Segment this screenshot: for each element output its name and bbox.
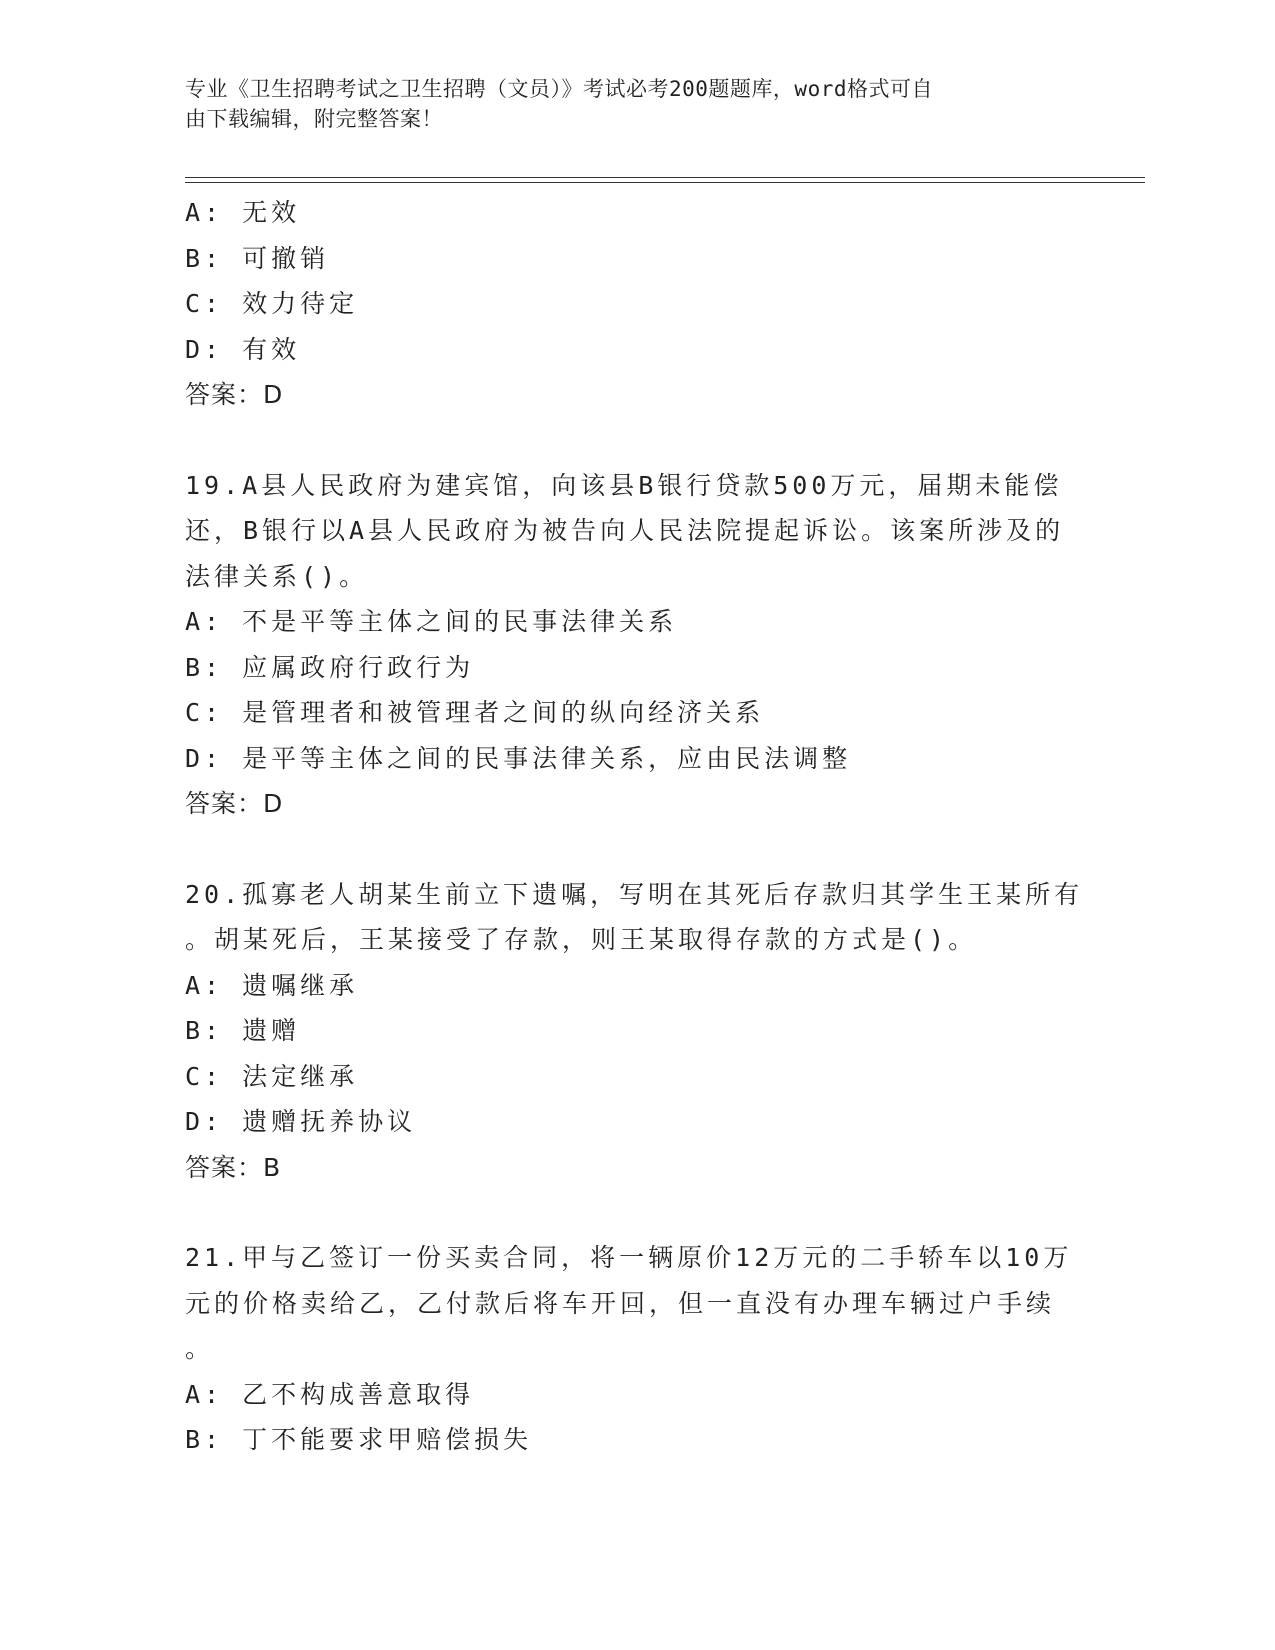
option-c: C: 是管理者和被管理者之间的纵向经济关系 bbox=[185, 698, 765, 727]
option-c: C: 效力待定 bbox=[185, 289, 359, 318]
document-header bbox=[185, 74, 1065, 134]
option-a: A: 无效 bbox=[185, 198, 301, 227]
option-b: B: 应属政府行政行为 bbox=[185, 652, 475, 682]
header-divider-top bbox=[185, 177, 1145, 178]
question-text-line: 。 bbox=[185, 1334, 215, 1363]
answer-line: 答案：B bbox=[185, 1152, 282, 1182]
option-a: A: 乙不构成善意取得 bbox=[185, 1379, 475, 1409]
question-text-line: 21.甲与乙签订一份买卖合同，将一辆原价12万元的二手轿车以10万 bbox=[185, 1243, 1073, 1272]
option-b: B: 丁不能要求甲赔偿损失 bbox=[185, 1425, 533, 1454]
option-b: B: 可撤销 bbox=[185, 243, 330, 273]
option-d: D: 遗赠抚养协议 bbox=[185, 1107, 417, 1136]
question-list bbox=[185, 190, 1085, 1463]
question-text-line: 法律关系()。 bbox=[185, 561, 369, 591]
header-divider-bottom bbox=[185, 182, 1145, 183]
question-text-line: 。胡某死后，王某接受了存款，则王某取得存款的方式是()。 bbox=[185, 925, 978, 954]
question-18 bbox=[185, 190, 1085, 418]
question-text-line: 元的价格卖给乙，乙付款后将车开回，但一直没有办理车辆过户手续 bbox=[185, 1288, 1056, 1318]
spacer bbox=[185, 827, 1085, 872]
spacer bbox=[185, 1190, 1085, 1235]
question-text-line: 还，B银行以A县人民政府为被告向人民法院提起诉讼。该案所涉及的 bbox=[185, 516, 1065, 545]
question-21 bbox=[185, 1235, 1085, 1463]
option-c: C: 法定继承 bbox=[185, 1061, 359, 1091]
option-a: A: 遗嘱继承 bbox=[185, 970, 359, 1000]
option-d: D: 有效 bbox=[185, 334, 301, 364]
question-20 bbox=[185, 872, 1085, 1191]
option-d: D: 是平等主体之间的民事法律关系，应由民法调整 bbox=[185, 743, 852, 773]
question-text-line: 20.孤寡老人胡某生前立下遗嘱，写明在其死后存款归其学生王某所有 bbox=[185, 879, 1084, 909]
header-line-1: 专业《卫生招聘考试之卫生招聘（文员）》考试必考200题题库，word格式可自 bbox=[185, 77, 933, 101]
question-19 bbox=[185, 463, 1085, 827]
answer-line: 答案：D bbox=[185, 380, 284, 409]
answer-line: 答案：D bbox=[185, 789, 284, 818]
option-b: B: 遗赠 bbox=[185, 1016, 301, 1045]
option-a: A: 不是平等主体之间的民事法律关系 bbox=[185, 607, 678, 636]
question-text-line: 19.A县人民政府为建宾馆，向该县B银行贷款500万元，届期未能偿 bbox=[185, 470, 1063, 500]
spacer bbox=[185, 418, 1085, 463]
header-line-2: 由下载编辑，附完整答案！ bbox=[185, 107, 443, 131]
